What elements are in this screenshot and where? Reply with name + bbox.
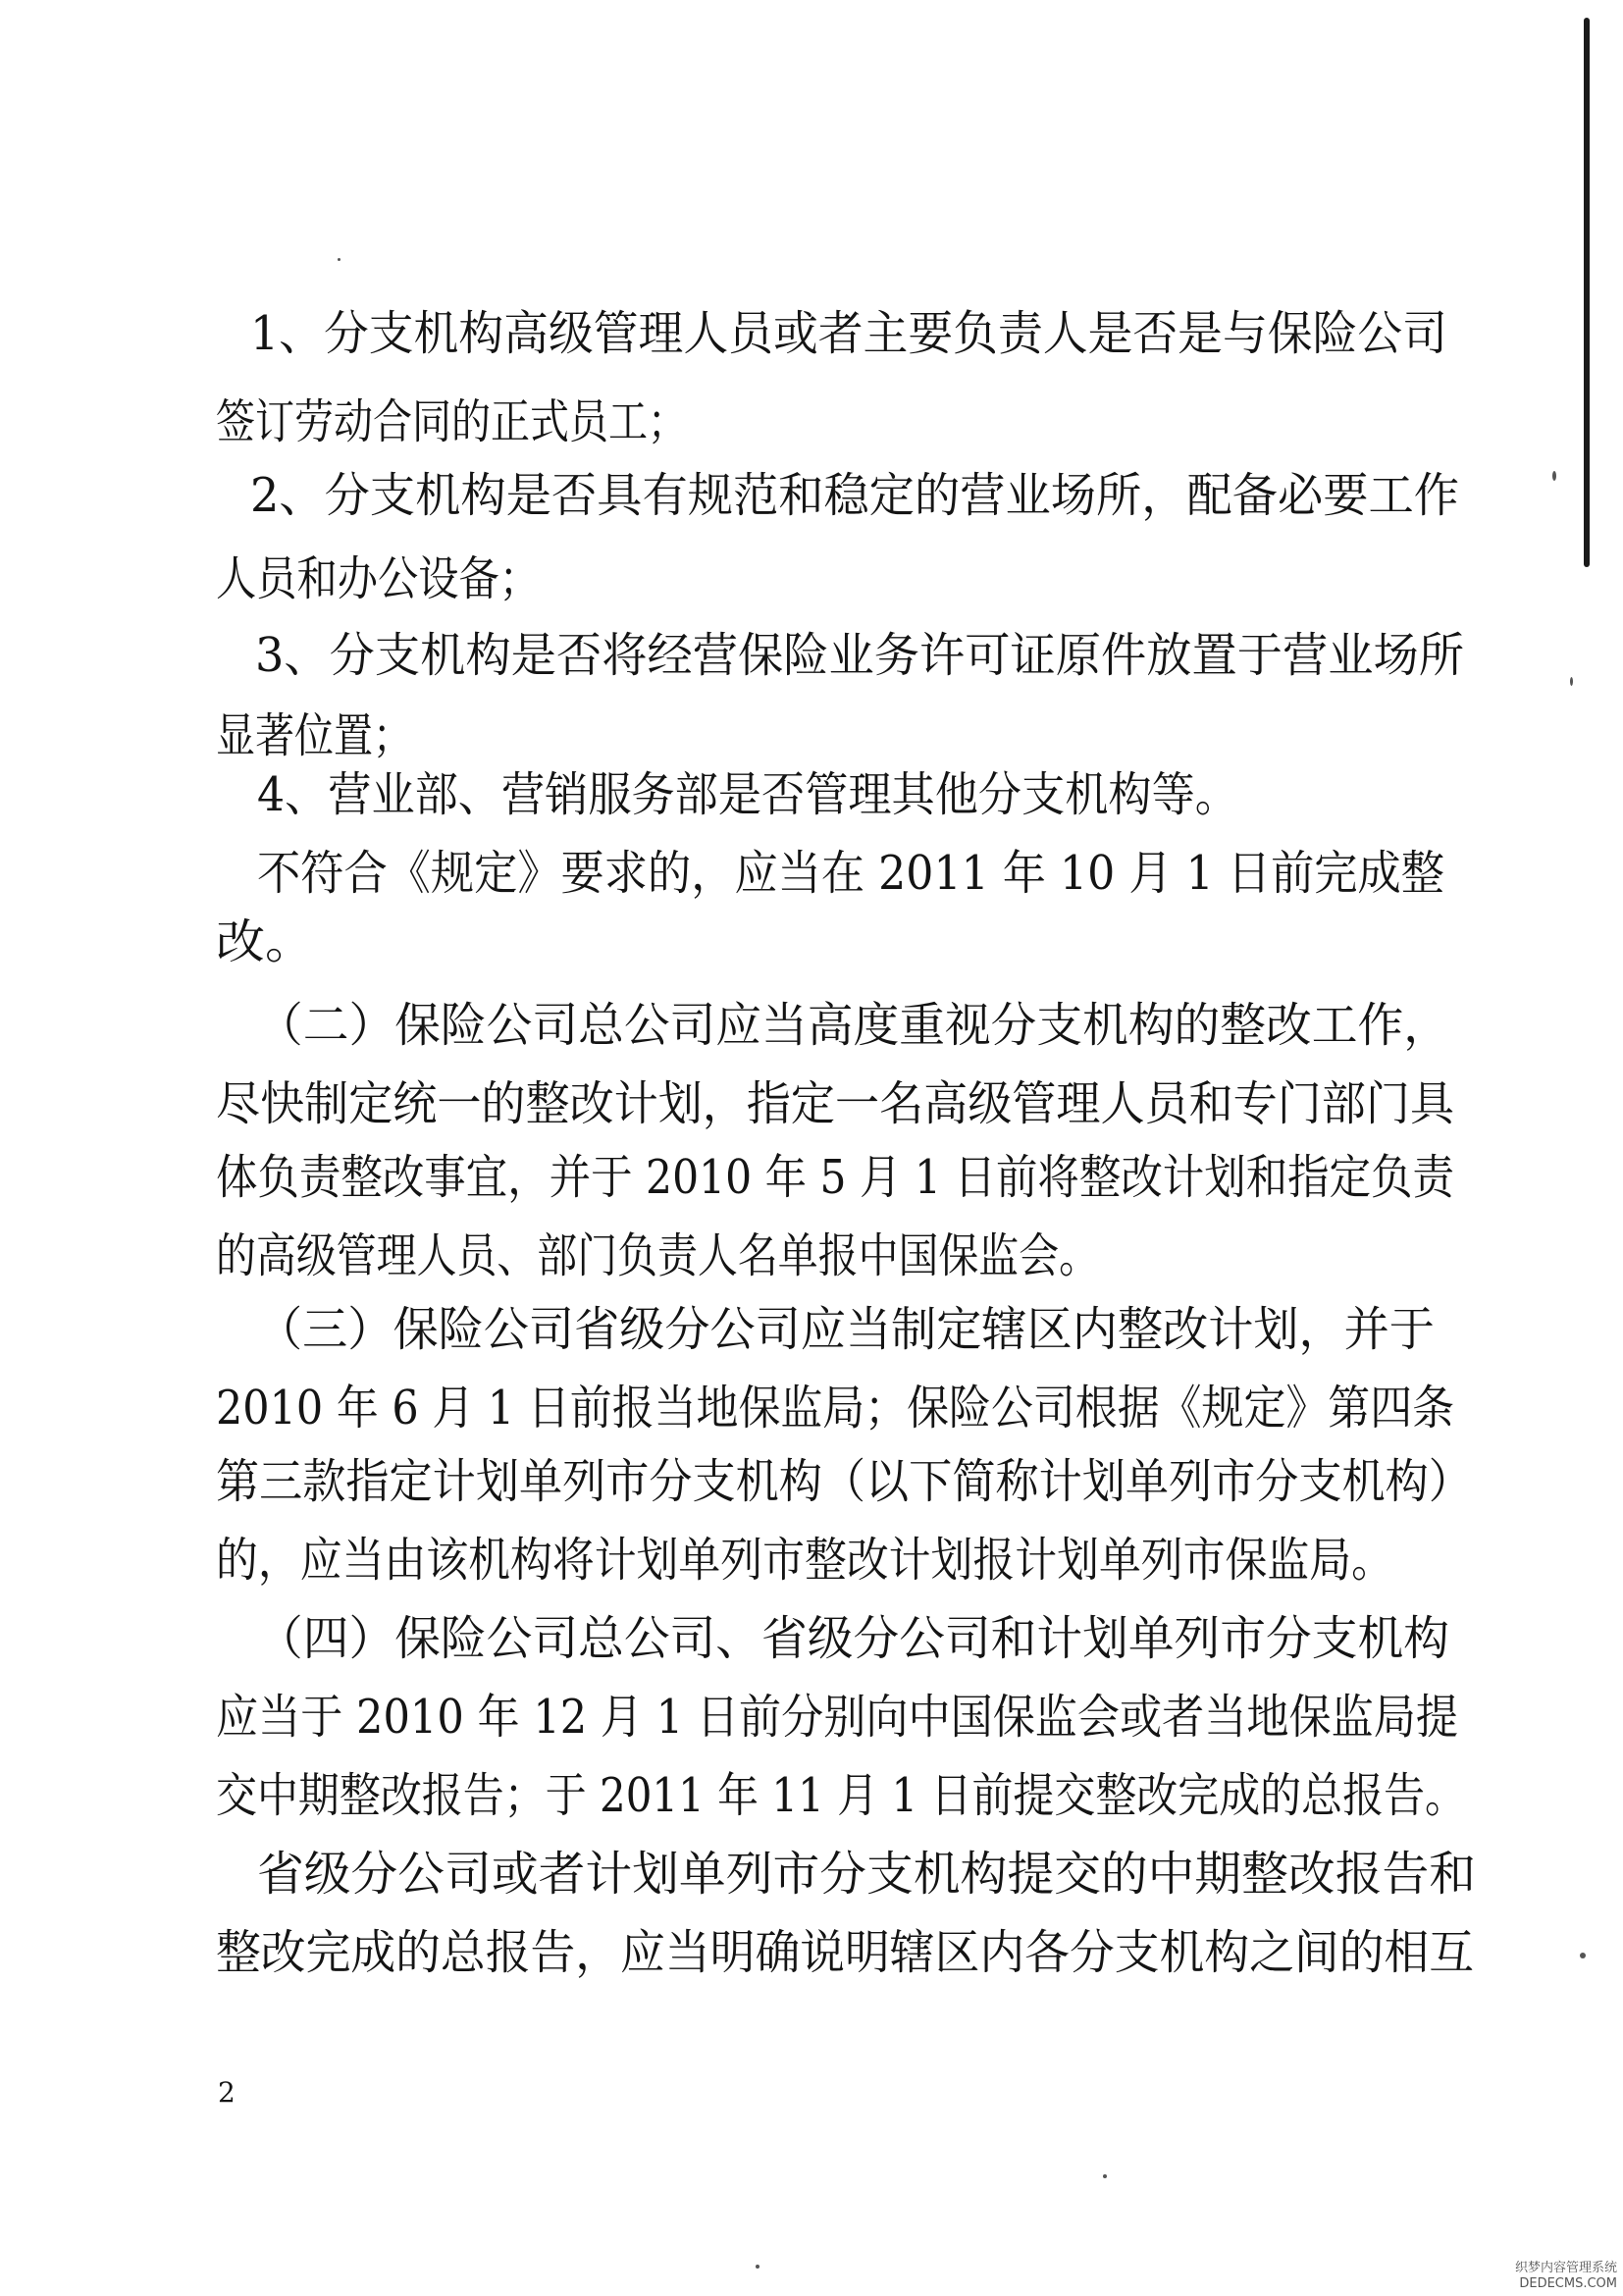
body-line xyxy=(0,1835,1623,1913)
body-line xyxy=(0,616,1623,695)
body-line-text: （四）保险公司总公司、省级分公司和计划单列市分支机构 xyxy=(257,1611,1449,1666)
body-line-text: （三）保险公司省级分公司应当制定辖区内整改计划，并于 xyxy=(257,1302,1435,1357)
body-line xyxy=(0,1756,1623,1835)
body-line xyxy=(0,834,1623,913)
body-line-text: 应当于 2010 年 12 月 1 日前分别向中国保监会或者当地保监局提 xyxy=(216,1690,1458,1745)
body-line-text: 第三款指定计划单列市分支机构（以下简称计划单列市分支机构） xyxy=(216,1454,1472,1509)
body-line-text: 整改完成的总报告，应当明确说明辖区内各分支机构之间的相互 xyxy=(216,1925,1475,1980)
body-line xyxy=(0,756,1623,834)
body-line xyxy=(0,1599,1623,1678)
scan-speck xyxy=(1570,677,1573,686)
scan-speck xyxy=(1580,1953,1586,1958)
body-line-text: 2、分支机构是否具有规范和稳定的营业场所，配备必要工作 xyxy=(250,468,1460,523)
body-line-text: 4、营业部、营销服务部是否管理其他分支机构等。 xyxy=(257,767,1238,822)
body-line xyxy=(0,1369,1623,1447)
body-line xyxy=(0,1290,1623,1369)
body-line-text: 改。 xyxy=(216,914,315,969)
body-line xyxy=(0,986,1623,1065)
body-line xyxy=(0,1065,1623,1143)
body-line-text: 交中期整改报告；于 2011 年 11 月 1 日前提交整改完成的总报告。 xyxy=(216,1768,1466,1823)
watermark-stamp: 织梦内容管理系统 DEDECMS.COM xyxy=(1514,2261,1617,2291)
body-line-text: 的，应当由该机构将计划单列市整改计划报计划单列市保监局。 xyxy=(216,1533,1393,1588)
body-line xyxy=(0,1678,1623,1756)
body-line-text: （二）保险公司总公司应当高度重视分支机构的整改工作， xyxy=(257,998,1449,1053)
body-line xyxy=(0,1442,1623,1521)
body-line-text: 3、分支机构是否将经营保险业务许可证原件放置于营业场所 xyxy=(255,628,1465,683)
body-line xyxy=(0,1138,1623,1217)
body-line-text: 显著位置； xyxy=(216,708,413,763)
body-line xyxy=(0,1913,1623,1992)
scan-speck xyxy=(756,2265,759,2269)
body-line xyxy=(0,456,1623,535)
body-line-text: 人员和办公设备； xyxy=(216,551,540,606)
body-line xyxy=(0,1217,1623,1295)
body-line-text: 1、分支机构高级管理人员或者主要负责人是否是与保险公司 xyxy=(250,306,1447,361)
body-line-text: 2010 年 6 月 1 日前报当地保监局；保险公司根据《规定》第四条 xyxy=(216,1381,1455,1435)
scan-speck xyxy=(338,258,340,261)
scan-speck xyxy=(1552,471,1556,481)
body-line-text: 不符合《规定》要求的，应当在 2011 年 10 月 1 日前完成整 xyxy=(257,846,1444,901)
body-line-text: 签订劳动合同的正式员工； xyxy=(216,394,687,449)
body-line-text: 省级分公司或者计划单列市分支机构提交的中期整改报告和 xyxy=(257,1847,1477,1902)
body-line-text: 的高级管理人员、部门负责人名单报中国保监会。 xyxy=(216,1228,1100,1283)
body-line xyxy=(0,294,1623,373)
body-line-text: 体负责整改事宜，并于 2010 年 5 月 1 日前将整改计划和指定负责 xyxy=(216,1150,1455,1205)
body-line xyxy=(0,383,1623,461)
page-number: 2 xyxy=(218,2076,236,2109)
scan-speck xyxy=(1103,2174,1107,2178)
body-line xyxy=(0,903,1623,981)
body-line-text: 尽快制定统一的整改计划，指定一名高级管理人员和专门部门具 xyxy=(216,1076,1455,1131)
body-line xyxy=(0,1521,1623,1599)
body-line xyxy=(0,540,1623,618)
